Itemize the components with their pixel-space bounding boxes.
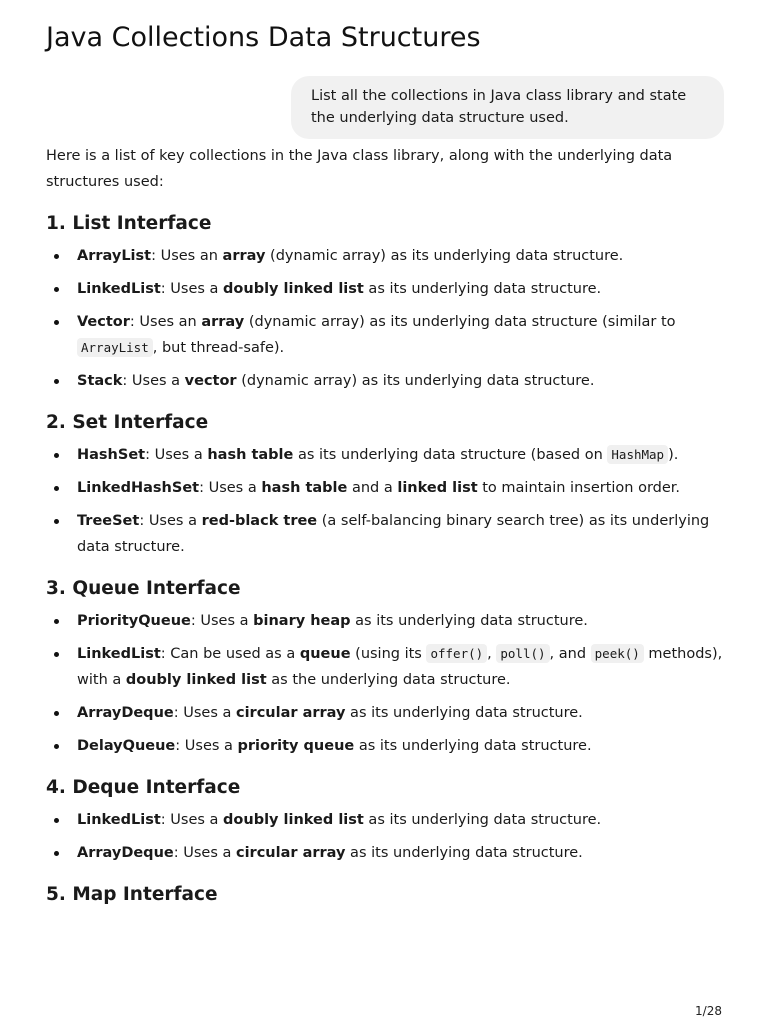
list-item: LinkedList: Uses a doubly linked list as its underlying data structure. — [46, 276, 724, 302]
list-item: LinkedList: Can be used as a queue (using its offer() , poll() , and peek() methods), with a doubly linked list as the underlying data structure. — [46, 641, 724, 693]
list-item: ArrayDeque: Uses a circular array as its underlying data structure. — [46, 700, 724, 726]
section-heading-deque: 4. Deque Interface — [46, 777, 241, 798]
inline-code: HashMap — [607, 445, 668, 464]
list-item: ArrayDeque: Uses a circular array as its underlying data structure. — [46, 840, 724, 866]
user-message-bubble: List all the collections in Java class library and state the underlying data structure used. — [291, 76, 724, 139]
bullet-icon — [54, 287, 59, 292]
list-item: LinkedList: Uses a doubly linked list as its underlying data structure. — [46, 807, 724, 833]
bullet-icon — [54, 652, 59, 657]
bullet-icon — [54, 711, 59, 716]
list-interface-items — [46, 243, 724, 394]
list-item: TreeSet: Uses a red-black tree (a self-balancing binary search tree) as its underlying data structure. — [46, 508, 724, 560]
list-item: Vector: Uses an array (dynamic array) as its underlying data structure (similar to ArrayList , but thread-safe). — [46, 309, 724, 361]
bullet-icon — [54, 379, 59, 384]
bullet-icon — [54, 851, 59, 856]
inline-code: peek() — [591, 644, 644, 663]
list-item: ArrayList: Uses an array (dynamic array) as its underlying data structure. — [46, 243, 724, 269]
bullet-icon — [54, 254, 59, 259]
deque-interface-items — [46, 807, 724, 866]
bullet-icon — [54, 453, 59, 458]
bullet-icon — [54, 486, 59, 491]
list-item: Stack: Uses a vector (dynamic array) as its underlying data structure. — [46, 368, 724, 394]
bullet-icon — [54, 320, 59, 325]
document-page — [46, 18, 724, 914]
section-heading-queue: 3. Queue Interface — [46, 578, 241, 599]
list-item: DelayQueue: Uses a priority queue as its underlying data structure. — [46, 733, 724, 759]
inline-code: ArrayList — [77, 338, 153, 357]
section-heading-map: 5. Map Interface — [46, 884, 218, 905]
bullet-icon — [54, 744, 59, 749]
list-item: PriorityQueue: Uses a binary heap as its underlying data structure. — [46, 608, 724, 634]
page-number: 1/28 — [695, 1004, 722, 1018]
list-item: HashSet: Uses a hash table as its underlying data structure (based on HashMap ). — [46, 442, 724, 468]
bullet-icon — [54, 619, 59, 624]
set-interface-items — [46, 442, 724, 560]
section-heading-set: 2. Set Interface — [46, 412, 209, 433]
page-title: Java Collections Data Structures — [46, 22, 481, 53]
user-message-row — [46, 76, 724, 139]
inline-code: poll() — [496, 644, 549, 663]
section-heading-list: 1. List Interface — [46, 213, 212, 234]
bullet-icon — [54, 519, 59, 524]
list-item: LinkedHashSet: Uses a hash table and a linked list to maintain insertion order. — [46, 475, 724, 501]
bullet-icon — [54, 818, 59, 823]
inline-code: offer() — [426, 644, 487, 663]
queue-interface-items — [46, 608, 724, 759]
intro-paragraph: Here is a list of key collections in the Java class library, along with the underlying data structures used: — [46, 148, 673, 190]
